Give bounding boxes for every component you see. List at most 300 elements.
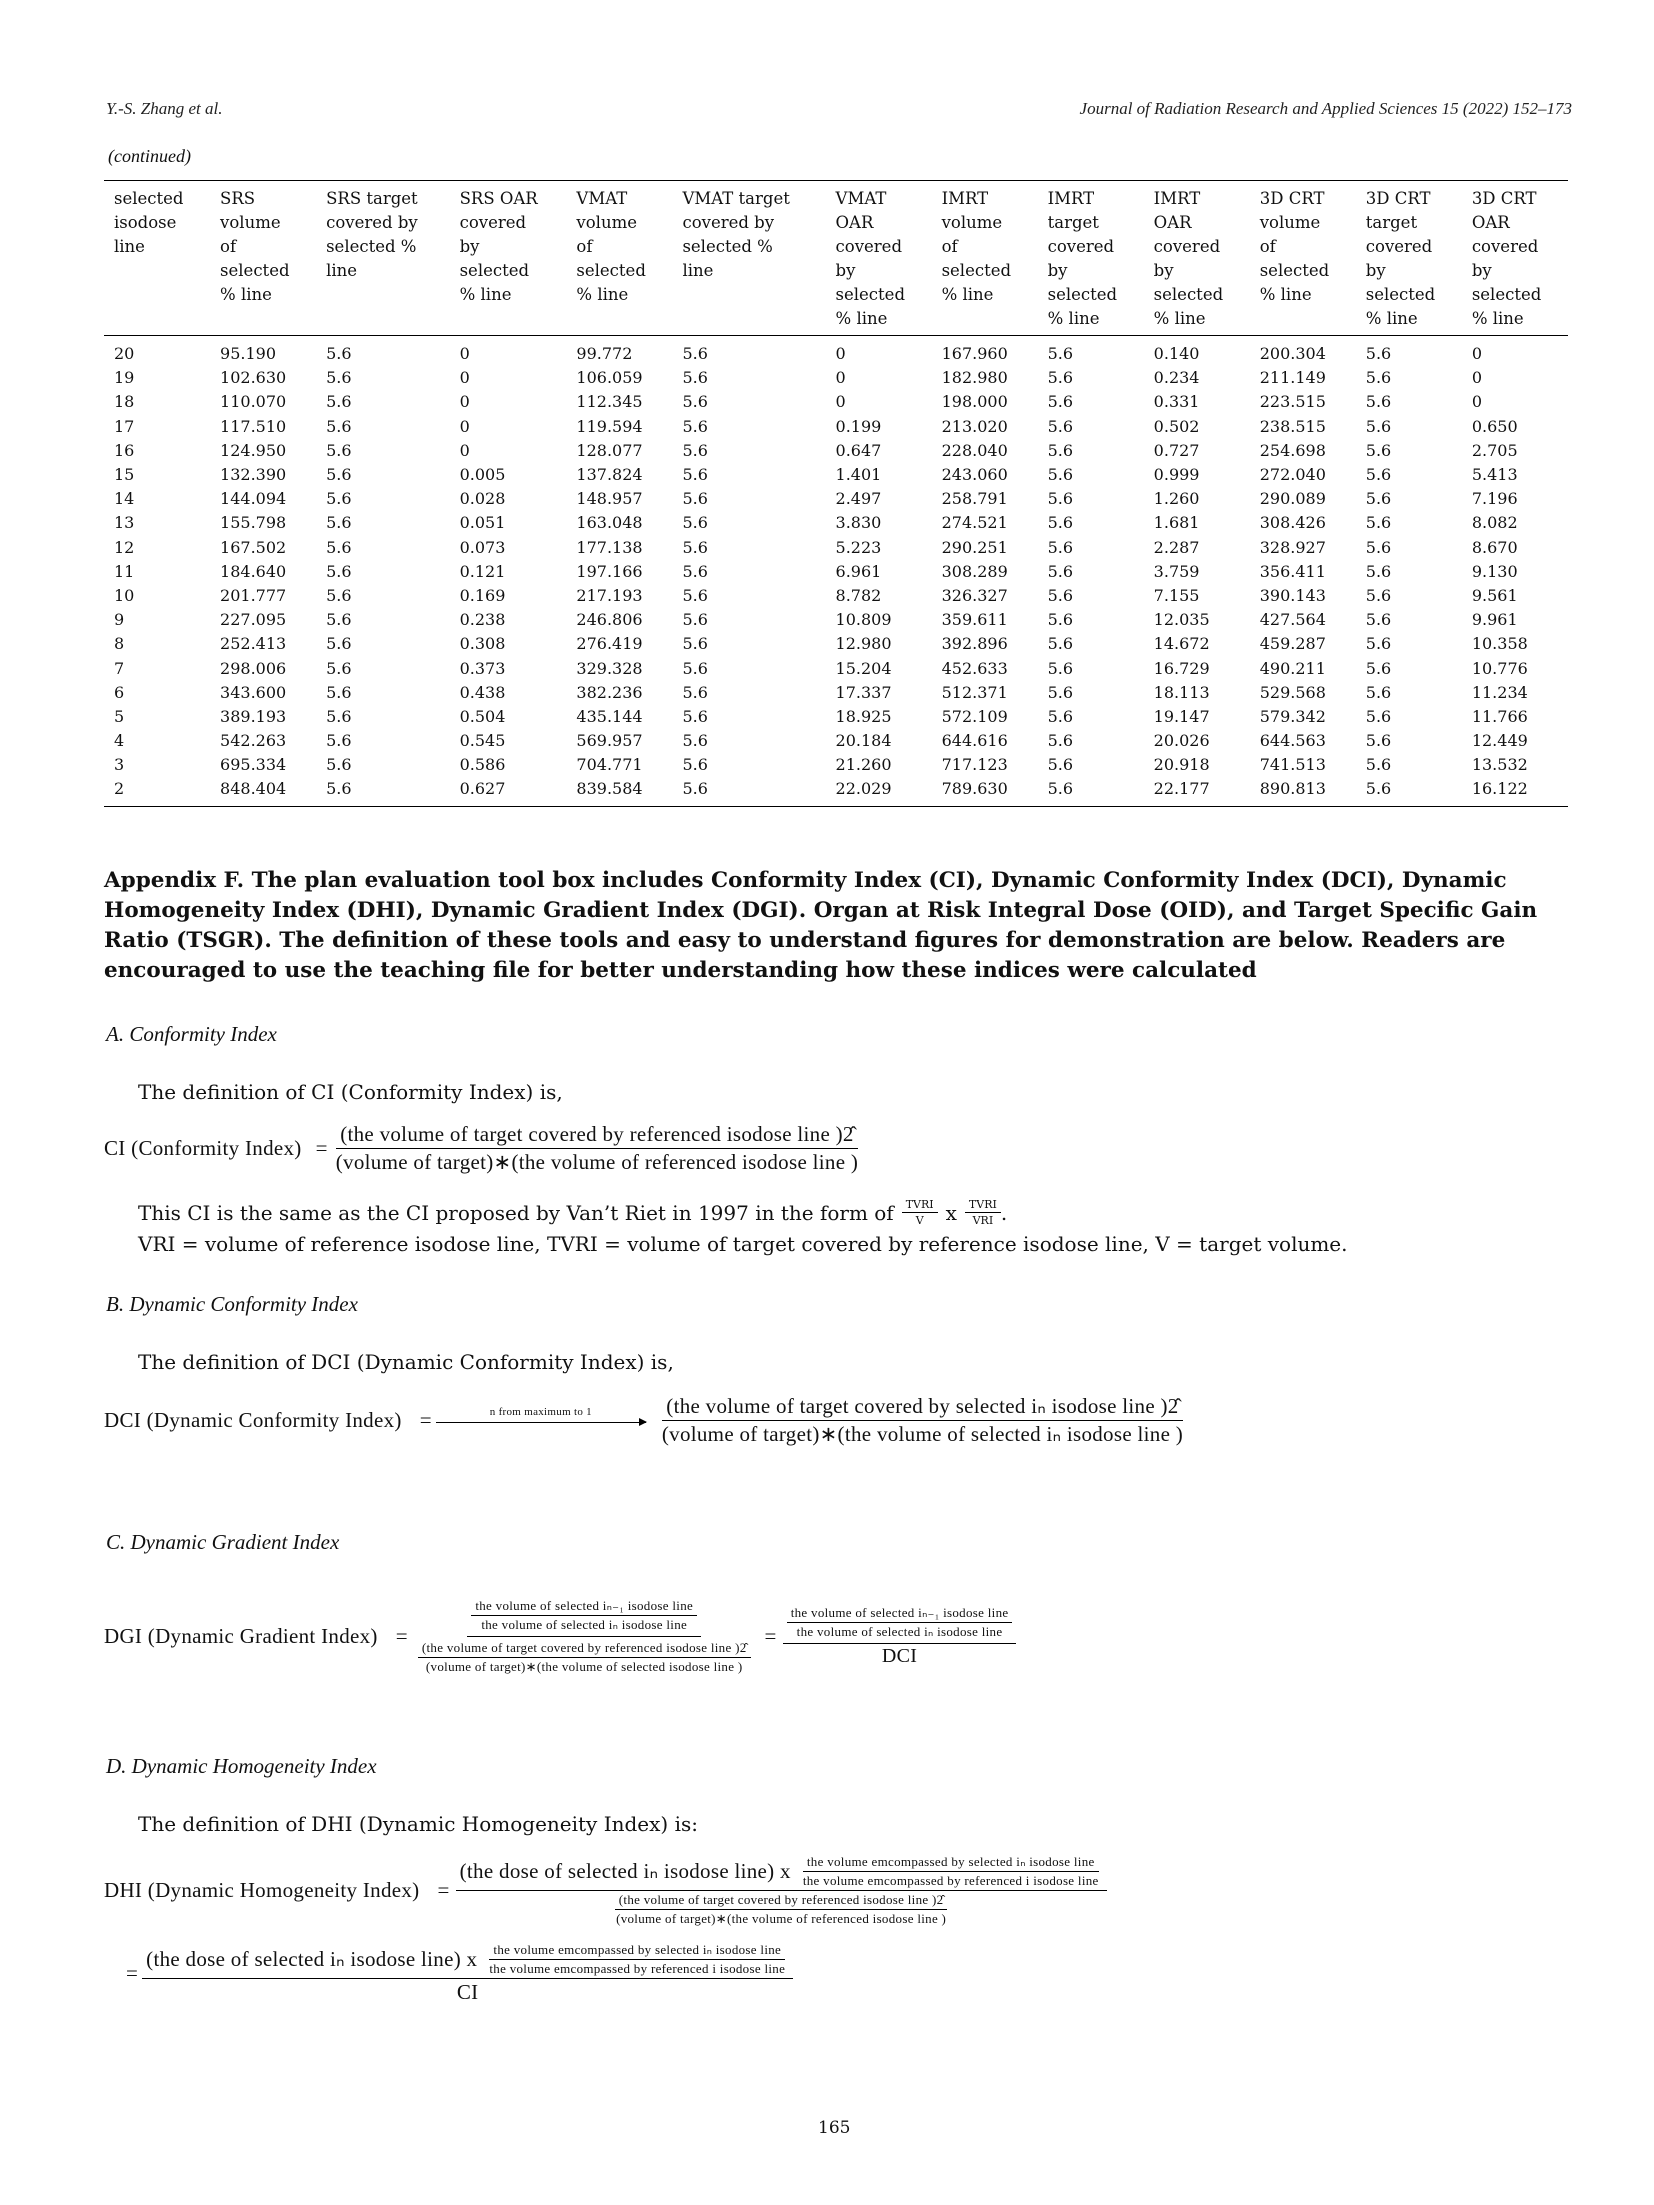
table-cell: 167.502 xyxy=(220,537,287,557)
table-cell: 644.563 xyxy=(1259,731,1326,751)
table-cell: 512.371 xyxy=(941,682,1008,702)
column-header-line: by xyxy=(1471,261,1492,280)
table-cell: 5.6 xyxy=(1047,489,1074,509)
table-cell: 8.782 xyxy=(835,585,882,605)
table-cell: 5.6 xyxy=(682,658,708,678)
dhi-dose-term-2: (the dose of selected iₙ isodose line) x xyxy=(146,1947,478,1971)
column-header-line: of xyxy=(1259,237,1276,256)
table-cell: 0.308 xyxy=(459,634,506,654)
table-cell: 5.6 xyxy=(326,416,352,436)
table-cell: 5.6 xyxy=(326,537,352,557)
table-cell: 0.373 xyxy=(459,658,506,678)
table-cell: 5.6 xyxy=(326,658,352,678)
column-header-line: covered by xyxy=(682,213,775,232)
column-header-line: selected xyxy=(835,285,906,304)
table-cell: 16 xyxy=(114,440,135,460)
column-header xyxy=(210,181,316,336)
table-cell: 16.122 xyxy=(1462,777,1568,806)
isodose-volume-table xyxy=(104,180,1568,807)
table-cell: 18.925 xyxy=(835,706,892,726)
table-cell: 5.6 xyxy=(1365,706,1392,726)
dhi-ci-term xyxy=(612,1892,950,1927)
running-header-journal: Journal of Radiation Research and Applied Sciences 15 (2022) 152–173 xyxy=(1079,99,1572,118)
table-row xyxy=(104,753,1568,777)
ci-van-triet-note: This CI is the same as the CI proposed by Van’t Riet in 1997 in the form of $\frac{\text{TVRI}}{V}$ x $\frac{\text{TVRI}}{\text{VRI}}$ . xyxy=(138,1198,1008,1227)
table-cell: 5.6 xyxy=(1365,610,1392,630)
table-cell: 246.806 xyxy=(576,610,643,630)
table-cell: 211.149 xyxy=(1259,368,1326,388)
appendix-f-heading: Appendix F. The plan evaluation tool box includes Conformity Index (CI), Dynamic Conformity Index (DCI), Dynamic Homogeneity Index (DHI), Dynamic Gradient Index (DGI). Organ at Risk Integral Dose (OID), and Target Specific Gain Ratio (TSGR). The definition of these tools and easy to understand figures for demonstration are below. Readers are encouraged to use the teaching file for better understanding how these indices were calculated xyxy=(104,868,1538,983)
dhi-ci-den: (volume of target)∗(the volume of referenced isodose line ) xyxy=(616,1911,947,1926)
ci-note-fraction-2 xyxy=(965,1198,1001,1227)
dhi-dose-term: (the dose of selected iₙ isodose line) x xyxy=(459,1859,791,1883)
table-cell: 5.6 xyxy=(1365,634,1392,654)
table-row xyxy=(104,415,1568,439)
table-cell: 0.073 xyxy=(459,537,506,557)
table-cell: 258.791 xyxy=(941,489,1008,509)
table-cell: 0.140 xyxy=(1153,344,1200,364)
ci-definitions: VRI = volume of reference isodose line, TVRI = volume of target covered by reference isodose line, V = target volume. xyxy=(138,1232,1348,1256)
table-cell: 20.918 xyxy=(1153,755,1210,775)
table-row xyxy=(104,656,1568,680)
table-cell: 326.327 xyxy=(941,585,1008,605)
table-cell: 2.287 xyxy=(1153,537,1200,557)
table-cell: 7.155 xyxy=(1153,585,1200,605)
column-header-line: volume xyxy=(941,213,1003,232)
section-b-title: B. Dynamic Conformity Index xyxy=(106,1292,358,1316)
column-header xyxy=(932,181,1038,336)
ci-note-fraction-1 xyxy=(902,1198,938,1227)
table-cell: 329.328 xyxy=(576,658,643,678)
column-header-line: selected % xyxy=(326,237,417,256)
section-d-intro: The definition of DHI (Dynamic Homogeneity Index) is: xyxy=(138,1812,698,1836)
table-cell: 22.177 xyxy=(1144,777,1250,806)
table-cell: 5.6 xyxy=(1038,777,1144,806)
table-cell: 392.896 xyxy=(941,634,1008,654)
dhi-volume-ratio-2 xyxy=(485,1942,789,1977)
table-cell: 5.6 xyxy=(682,706,708,726)
table-row xyxy=(104,777,1568,806)
table-cell: 5.6 xyxy=(326,392,352,412)
table-cell: 5.6 xyxy=(1365,344,1392,364)
table-cell: 0.438 xyxy=(459,682,506,702)
table-cell: 148.957 xyxy=(576,489,643,509)
table-body xyxy=(104,336,1568,807)
column-header-line: selected xyxy=(1153,285,1224,304)
table-cell: 5.6 xyxy=(1365,513,1392,533)
column-header-line: 3D CRT xyxy=(1471,189,1537,208)
dgi-ci-num: (the volume of target covered by referenced isodose line )2̂ xyxy=(418,1640,751,1658)
table-cell: 3.759 xyxy=(1153,561,1200,581)
table-cell: 6 xyxy=(114,682,125,702)
table-cell: 15.204 xyxy=(835,658,892,678)
column-header xyxy=(1038,181,1144,336)
table-cell: 5.6 xyxy=(326,440,352,460)
table-cell: 19 xyxy=(114,368,135,388)
column-header-line: % line xyxy=(835,309,888,328)
dgi-ci-term xyxy=(418,1640,751,1675)
dci-denominator: (volume of target)∗(the volume of selected iₙ isodose line ) xyxy=(661,1422,1184,1446)
table-cell: 10.358 xyxy=(1471,634,1528,654)
column-header-line: 3D CRT xyxy=(1259,189,1325,208)
table-cell: 184.640 xyxy=(220,561,287,581)
table-cell: 217.193 xyxy=(576,585,643,605)
column-header-line: selected xyxy=(220,261,290,280)
table-cell: 5.6 xyxy=(682,344,708,364)
table-cell: 5.6 xyxy=(1365,585,1392,605)
table-cell: 5.6 xyxy=(1365,489,1392,509)
table-cell: 0 xyxy=(1471,344,1482,364)
ci-note-f1-num: TVRI xyxy=(902,1198,938,1213)
table-cell: 389.193 xyxy=(220,706,287,726)
table-cell: 290.251 xyxy=(941,537,1008,557)
table-cell: 144.094 xyxy=(220,489,287,509)
table-cell: 0.647 xyxy=(835,440,882,460)
table-cell: 0 xyxy=(459,368,470,388)
column-header xyxy=(1462,181,1568,336)
column-header-line: isodose xyxy=(114,213,177,232)
table-cell: 9.961 xyxy=(1471,610,1518,630)
table-cell: 5.6 xyxy=(672,777,825,806)
table-cell: 5.6 xyxy=(326,634,352,654)
table-cell: 890.813 xyxy=(1250,777,1356,806)
table-cell: 452.633 xyxy=(941,658,1008,678)
table-cell: 579.342 xyxy=(1259,706,1326,726)
table-row xyxy=(104,511,1568,535)
table-cell: 20 xyxy=(114,344,135,364)
table-cell: 0 xyxy=(459,392,470,412)
column-header-line: covered by xyxy=(326,213,418,232)
table-cell: 5.6 xyxy=(326,368,352,388)
table-cell: 5.6 xyxy=(682,537,708,557)
table-cell: 7 xyxy=(114,658,125,678)
table-row xyxy=(104,681,1568,705)
table-cell: 106.059 xyxy=(576,368,643,388)
dgi-ratio-left-num: the volume of selected iₙ₋₁ isodose line xyxy=(471,1598,697,1616)
table-cell: 5.6 xyxy=(682,755,708,775)
table-cell: 298.006 xyxy=(220,658,287,678)
table-cell: 0.502 xyxy=(1153,416,1200,436)
table-cell: 10.776 xyxy=(1471,658,1528,678)
table-cell: 5.6 xyxy=(682,561,708,581)
table-cell: 5.6 xyxy=(1047,465,1074,485)
dhi-volume-num: the volume emcompassed by selected iₙ isodose line xyxy=(803,1854,1099,1872)
table-cell: 110.070 xyxy=(220,392,287,412)
table-cell: 14.672 xyxy=(1153,634,1210,654)
section-d-title: D. Dynamic Homogeneity Index xyxy=(106,1754,377,1778)
table-cell: 5.6 xyxy=(682,440,708,460)
table-cell: 490.211 xyxy=(1259,658,1326,678)
column-header-line: % line xyxy=(1153,309,1206,328)
table-cell: 5.6 xyxy=(1365,731,1392,751)
table-cell: 5.6 xyxy=(326,731,352,751)
table-row xyxy=(104,487,1568,511)
table-cell: 112.345 xyxy=(576,392,643,412)
column-header-line: by xyxy=(459,237,480,256)
dgi-equation: DGI (Dynamic Gradient Index) = $\frac{\text{the volume of selected iₙ₋₁ isodose line}}{\text{the volume of selected iₙ isodose line}}$ $\frac{\text{(the volume of target covered by referenced isodose line )2̂}}{\text{(volume of target)∗(the volume of selected isodose line )}}$ = $\frac{\text{the volume of selected iₙ₋₁ isodose line}}{\text{the volume of selected iₙ isodose line}}$ DCI xyxy=(104,1598,1016,1675)
table-cell: 5.6 xyxy=(326,682,352,702)
column-header-line: by xyxy=(1153,261,1174,280)
table-cell: 2.497 xyxy=(835,489,882,509)
table-cell: 20.184 xyxy=(835,731,892,751)
column-header-line: VMAT xyxy=(835,189,887,208)
arrow-right-icon xyxy=(436,1422,646,1423)
dhi-equation-2: = (the dose of selected iₙ isodose line) x $\frac{\text{the volume emcompassed by selected iₙ isodose line}}{\text{the volume emcompassed by referenced i isodose line}}$ CI xyxy=(126,1942,793,2005)
ci-equation: CI (Conformity Index) = $\frac{\text{(the volume of target covered by referenced isodose line )2̂}}{\text{(volume of target)∗(the volume of referenced isodose line )}}$ xyxy=(104,1122,862,1175)
table-cell: 0 xyxy=(1471,368,1482,388)
table-cell: 95.190 xyxy=(220,344,277,364)
column-header-line: covered xyxy=(1047,237,1115,256)
table-cell: 8.670 xyxy=(1471,537,1518,557)
column-header-line: OAR xyxy=(1153,213,1192,232)
table-cell: 5.6 xyxy=(326,706,352,726)
table-cell: 5.6 xyxy=(1365,416,1392,436)
column-header xyxy=(826,181,932,336)
ci-note-f2-den: VRI xyxy=(972,1214,994,1227)
table-cell: 717.123 xyxy=(941,755,1008,775)
table-cell: 5.6 xyxy=(1365,392,1392,412)
table-cell: 274.521 xyxy=(941,513,1008,533)
column-header-line: selected xyxy=(1047,285,1118,304)
table-cell: 14 xyxy=(114,489,135,509)
ci-note-text: This CI is the same as the CI proposed by Van’t Riet in 1997 in the form of xyxy=(138,1200,894,1225)
table-cell: 11.766 xyxy=(1471,706,1528,726)
column-header-line: volume xyxy=(1259,213,1321,232)
column-header-line: % line xyxy=(1259,285,1312,304)
table-cell: 18 xyxy=(114,392,135,412)
dhi-volume-num-2: the volume emcompassed by selected iₙ isodose line xyxy=(489,1942,785,1960)
table-cell: 3 xyxy=(114,755,125,775)
table-cell: 9 xyxy=(114,610,125,630)
column-header-line: of xyxy=(941,237,958,256)
table-cell: 8 xyxy=(114,634,125,654)
column-header-line: SRS target xyxy=(326,189,418,208)
table-cell: 0.028 xyxy=(459,489,506,509)
table-cell: 5.6 xyxy=(1356,777,1462,806)
table-cell: 5.6 xyxy=(1047,706,1074,726)
dgi-ratio-left-den: the volume of selected iₙ isodose line xyxy=(481,1617,688,1632)
section-b-intro: The definition of DCI (Dynamic Conformity Index) is, xyxy=(138,1350,674,1374)
table-cell: 228.040 xyxy=(941,440,1008,460)
table-cell: 0.586 xyxy=(459,755,506,775)
table-cell: 1.401 xyxy=(835,465,882,485)
table-cell: 238.515 xyxy=(1259,416,1326,436)
table-cell: 128.077 xyxy=(576,440,643,460)
dci-lhs: DCI (Dynamic Conformity Index) xyxy=(104,1408,402,1432)
column-header-line: OAR xyxy=(835,213,874,232)
table-cell: 382.236 xyxy=(576,682,643,702)
table-cell: 5.6 xyxy=(1365,537,1392,557)
table-cell: 5.6 xyxy=(682,634,708,654)
column-header xyxy=(1356,181,1462,336)
table-cell: 5 xyxy=(114,706,125,726)
table-cell: 5.413 xyxy=(1471,465,1518,485)
table-cell: 5.6 xyxy=(1047,585,1074,605)
table-cell: 5.6 xyxy=(1365,561,1392,581)
table-cell: 6.961 xyxy=(835,561,882,581)
table-cell: 5.223 xyxy=(835,537,882,557)
table-cell: 3.830 xyxy=(835,513,882,533)
table-row xyxy=(104,608,1568,632)
table-cell: 529.568 xyxy=(1259,682,1326,702)
table-cell: 0 xyxy=(459,416,470,436)
table-cell: 356.411 xyxy=(1259,561,1326,581)
table-cell: 789.630 xyxy=(932,777,1038,806)
table-cell: 99.772 xyxy=(576,344,633,364)
table-cell: 5.6 xyxy=(326,585,352,605)
column-header-line: % line xyxy=(1047,309,1100,328)
column-header-line: OAR xyxy=(1471,213,1510,232)
table-cell: 13.532 xyxy=(1471,755,1528,775)
dgi-ratio-right xyxy=(787,1605,1013,1640)
table-cell: 290.089 xyxy=(1259,489,1326,509)
table-cell: 5.6 xyxy=(1365,440,1392,460)
dhi-fraction-simplified xyxy=(142,1942,793,2005)
table-cell: 5.6 xyxy=(682,489,708,509)
ci-fraction xyxy=(332,1122,862,1175)
dgi-lhs: DGI (Dynamic Gradient Index) xyxy=(104,1624,378,1648)
table-cell: 201.777 xyxy=(220,585,287,605)
column-header-line: SRS OAR xyxy=(459,189,538,208)
dgi-ratio-right-num: the volume of selected iₙ₋₁ isodose line xyxy=(787,1605,1013,1623)
table-cell: 839.584 xyxy=(566,777,672,806)
table-cell: 704.771 xyxy=(576,755,643,775)
table-cell: 5.6 xyxy=(1047,731,1074,751)
table-cell: 0.650 xyxy=(1471,416,1518,436)
column-header-line: selected xyxy=(576,261,646,280)
table-cell: 102.630 xyxy=(220,368,287,388)
table-cell: 4 xyxy=(114,731,125,751)
table-cell: 328.927 xyxy=(1259,537,1326,557)
table-cell: 9.561 xyxy=(1471,585,1518,605)
table-cell: 5.6 xyxy=(1365,755,1392,775)
column-header-line: of xyxy=(576,237,593,256)
table-cell: 12.035 xyxy=(1153,610,1210,630)
column-header-line: selected xyxy=(1471,285,1542,304)
dgi-ratio-left xyxy=(471,1598,697,1633)
table-cell: 5.6 xyxy=(326,513,352,533)
ci-note-times: x xyxy=(945,1200,957,1225)
table-cell: 308.289 xyxy=(941,561,1008,581)
table-cell: 0.504 xyxy=(459,706,506,726)
table-cell: 308.426 xyxy=(1259,513,1326,533)
table-cell: 11.234 xyxy=(1471,682,1528,702)
table-cell: 163.048 xyxy=(576,513,643,533)
table-cell: 276.419 xyxy=(576,634,643,654)
column-header-line: selected xyxy=(459,261,530,280)
column-header-line: by xyxy=(835,261,856,280)
table-cell: 5.6 xyxy=(326,489,352,509)
table-cell: 1.681 xyxy=(1153,513,1200,533)
dhi-volume-ratio xyxy=(799,1854,1103,1889)
table-row xyxy=(104,560,1568,584)
column-header-line: % line xyxy=(576,285,629,304)
dgi-ci-den: (volume of target)∗(the volume of selected isodose line ) xyxy=(425,1659,743,1674)
table-cell: 0.727 xyxy=(1153,440,1200,460)
section-a-intro: The definition of CI (Conformity Index) is, xyxy=(138,1080,563,1104)
column-header-line: VMAT xyxy=(576,189,628,208)
table-cell: 155.798 xyxy=(220,513,287,533)
table-cell: 177.138 xyxy=(576,537,643,557)
column-header-line: % line xyxy=(220,285,272,304)
section-c-title: C. Dynamic Gradient Index xyxy=(106,1530,340,1554)
table-cell: 741.513 xyxy=(1259,755,1326,775)
table-cell: 0.051 xyxy=(459,513,506,533)
table-row xyxy=(104,536,1568,560)
table-cell: 5.6 xyxy=(1365,465,1392,485)
table-cell: 252.413 xyxy=(220,634,287,654)
column-header-line: selected xyxy=(941,261,1012,280)
table-cell: 5.6 xyxy=(1047,537,1074,557)
table-cell: 5.6 xyxy=(326,610,352,630)
table-row xyxy=(104,390,1568,414)
table-cell: 848.404 xyxy=(210,777,316,806)
table-cell: 0.121 xyxy=(459,561,506,581)
table-cell: 0.545 xyxy=(459,731,506,751)
dgi-fraction-left xyxy=(414,1598,755,1675)
table-cell: 0 xyxy=(459,344,470,364)
column-header-line: covered xyxy=(459,213,527,232)
column-header-line: by xyxy=(1047,261,1068,280)
table-cell: 12.980 xyxy=(835,634,892,654)
column-header xyxy=(104,181,210,336)
column-header xyxy=(316,181,450,336)
column-header-line: VMAT target xyxy=(682,189,790,208)
dhi-lhs: DHI (Dynamic Homogeneity Index) xyxy=(104,1878,420,1902)
column-header xyxy=(1250,181,1356,336)
table-continued-label: (continued) xyxy=(108,146,191,166)
table-cell: 7.196 xyxy=(1471,489,1518,509)
table-cell: 5.6 xyxy=(682,585,708,605)
table-row xyxy=(104,584,1568,608)
table-cell: 5.6 xyxy=(682,368,708,388)
table-cell: 0 xyxy=(835,392,846,412)
dhi-equation-1: DHI (Dynamic Homogeneity Index) = (the dose of selected iₙ isodose line) x $\frac{\text{the volume emcompassed by selected iₙ isodose line}}{\text{the volume emcompassed by referenced i isodose line}}$ $\frac{\text{(the volume of target covered by referenced isodose line )2̂}}{\text{(volume of target)∗(the volume of referenced isodose line )}}$ xyxy=(104,1854,1107,1927)
dci-equation: DCI (Dynamic Conformity Index) = n from maximum to 1 (the volume of target covered by selected iₙ isodose line )2̂ (volume of target)∗(the volume of selected iₙ isodose line ) xyxy=(104,1394,1187,1447)
column-header-line: target xyxy=(1365,213,1418,232)
table-cell: 223.515 xyxy=(1259,392,1326,412)
table-cell: 11 xyxy=(114,561,135,581)
column-header xyxy=(566,181,672,336)
column-header-line: % line xyxy=(1471,309,1524,328)
table-cell: 5.6 xyxy=(1047,440,1074,460)
table-cell: 0 xyxy=(459,440,470,460)
dgi-fraction-right xyxy=(783,1605,1017,1668)
table-row xyxy=(104,705,1568,729)
table-row xyxy=(104,336,1568,367)
table-cell: 182.980 xyxy=(941,368,1008,388)
dci-fraction xyxy=(658,1394,1187,1447)
column-header-line: % line xyxy=(1365,309,1418,328)
table-cell: 5.6 xyxy=(326,561,352,581)
table-cell: 427.564 xyxy=(1259,610,1326,630)
dhi-rhs-den: CI xyxy=(456,1980,479,2004)
table-cell: 0.999 xyxy=(1153,465,1200,485)
table-cell: 5.6 xyxy=(1047,513,1074,533)
table-row xyxy=(104,632,1568,656)
page-number: 165 xyxy=(818,2118,851,2138)
table-cell: 198.000 xyxy=(941,392,1008,412)
column-header xyxy=(1144,181,1250,336)
ci-note-f2-num: TVRI xyxy=(965,1198,1001,1213)
ci-numerator: (the volume of target covered by referenced isodose line )2̂ xyxy=(336,1122,858,1149)
column-header xyxy=(450,181,567,336)
dhi-volume-den: the volume emcompassed by referenced i isodose line xyxy=(802,1873,1099,1888)
table-cell: 644.616 xyxy=(941,731,1008,751)
dci-numerator: (the volume of target covered by selected iₙ isodose line )2̂ xyxy=(662,1394,1182,1421)
table-cell: 5.6 xyxy=(1047,561,1074,581)
table-cell: 0.331 xyxy=(1153,392,1200,412)
